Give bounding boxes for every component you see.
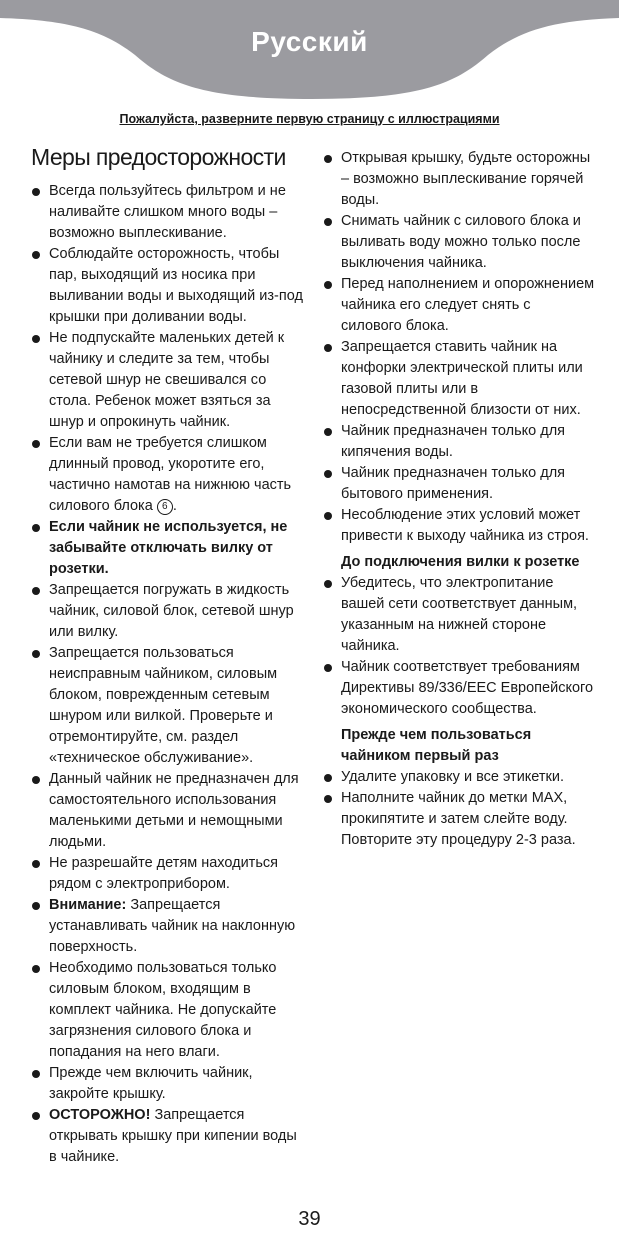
- list-item: Запрещается погружать в жидкость чайник, силовой блок, сетевой шнур или вилку.: [31, 580, 306, 643]
- illustration-notice: Пожалуйста, разверните первую страницу с иллюстрациями: [119, 112, 500, 126]
- language-title: Русский: [251, 26, 368, 57]
- list-item: Несоблюдение этих условий может привести к выходу чайника из строя.: [323, 505, 595, 547]
- list-item: Не подпускайте маленьких детей к чайнику и следите за тем, чтобы сетевой шнур не свешивался со стола. Ребенок может взяться за шнур и опрокинуть чайник.: [31, 328, 306, 433]
- list-item: Необходимо пользоваться только силовым блоком, входящим в комплект чайника. Не допускайте загрязнения силового блока и попадания на него влаги.: [31, 958, 306, 1063]
- list-item: [31, 1105, 306, 1168]
- safety-list-right: [323, 148, 595, 547]
- list-item: Прежде чем включить чайник, закройте крышку.: [31, 1063, 306, 1105]
- list-item: Не разрешайте детям находиться рядом с электроприбором.: [31, 853, 306, 895]
- before-plugging-heading: До подключения вилки к розетке: [341, 554, 580, 570]
- safety-list-left: [31, 181, 306, 1168]
- list-item: Удалите упаковку и все этикетки.: [323, 767, 595, 788]
- list-item: Чайник предназначен только для бытового применения.: [323, 463, 595, 505]
- list-item-text: Запрещается устанавливать чайник на наклонную поверхность.: [49, 897, 296, 955]
- list-item: Перед наполнением и опорожнением чайника его следует снять с силового блока.: [323, 274, 595, 337]
- list-item-text: Если вам не требуется слишком длинный провод, укоротите его, частично намотав на нижнюю часть силового блока: [49, 435, 292, 514]
- list-item: Всегда пользуйтесь фильтром и не наливайте слишком много воды – возможно выплескивание.: [31, 181, 306, 244]
- list-item: Данный чайник не предназначен для самостоятельного использования маленькими детьми и немощными людьми.: [31, 769, 306, 853]
- figure-reference-6: 6: [157, 499, 173, 515]
- list-item: Чайник предназначен только для кипячения воды.: [323, 421, 595, 463]
- list-item: Открывая крышку, будьте осторожны – возможно выплескивание горячей воды.: [323, 148, 595, 211]
- list-item: Чайник соответствует требованиям Директивы 89/336/EEC Европейского экономического сообщества.: [323, 657, 595, 720]
- list-item: Убедитесь, что электропитание вашей сети соответствует данным, указанным на нижней стороне чайника.: [323, 573, 595, 657]
- list-item: [31, 895, 306, 958]
- section-title: Меры предосторожности: [31, 144, 286, 170]
- list-item: Если вам не требуется слишком длинный провод, укоротите его, частично намотав на нижнюю часть силового блока 6 .: [31, 433, 306, 517]
- right-column: [323, 148, 595, 851]
- list-item: Запрещается пользоваться неисправным чайником, силовым блоком, поврежденным сетевым шнуром или вилкой. Проверьте и отремонтируйте, см. раздел «техническое обслуживание».: [31, 643, 306, 769]
- left-column: [31, 181, 306, 1168]
- attention-label: Внимание:: [49, 897, 127, 913]
- list-item: Соблюдайте осторожность, чтобы пар, выходящий из носика при выливании воды и выходящий из-под крышки при доливании воды.: [31, 244, 306, 328]
- list-item: Снимать чайник с силового блока и выливать воду можно только после выключения чайника.: [323, 211, 595, 274]
- list-item-text: Запрещается открывать крышку при кипении воды в чайнике.: [49, 1107, 297, 1165]
- caution-label: ОСТОРОЖНО!: [49, 1107, 151, 1123]
- page-number: 39: [298, 1208, 321, 1230]
- list-item: Наполните чайник до метки MAX, прокипятите и затем слейте воду. Повторите эту процедуру 2-3 раза.: [323, 788, 595, 851]
- first-use-list: [323, 767, 595, 851]
- first-use-heading: Прежде чем пользоваться чайником первый раз: [341, 727, 532, 764]
- list-item-unplug-warning: Если чайник не используется, не забывайте отключать вилку от розетки.: [31, 517, 306, 580]
- before-plugging-list: [323, 573, 595, 720]
- list-item: Запрещается ставить чайник на конфорки электрической плиты или газовой плиты или в непосредственной близости от них.: [323, 337, 595, 421]
